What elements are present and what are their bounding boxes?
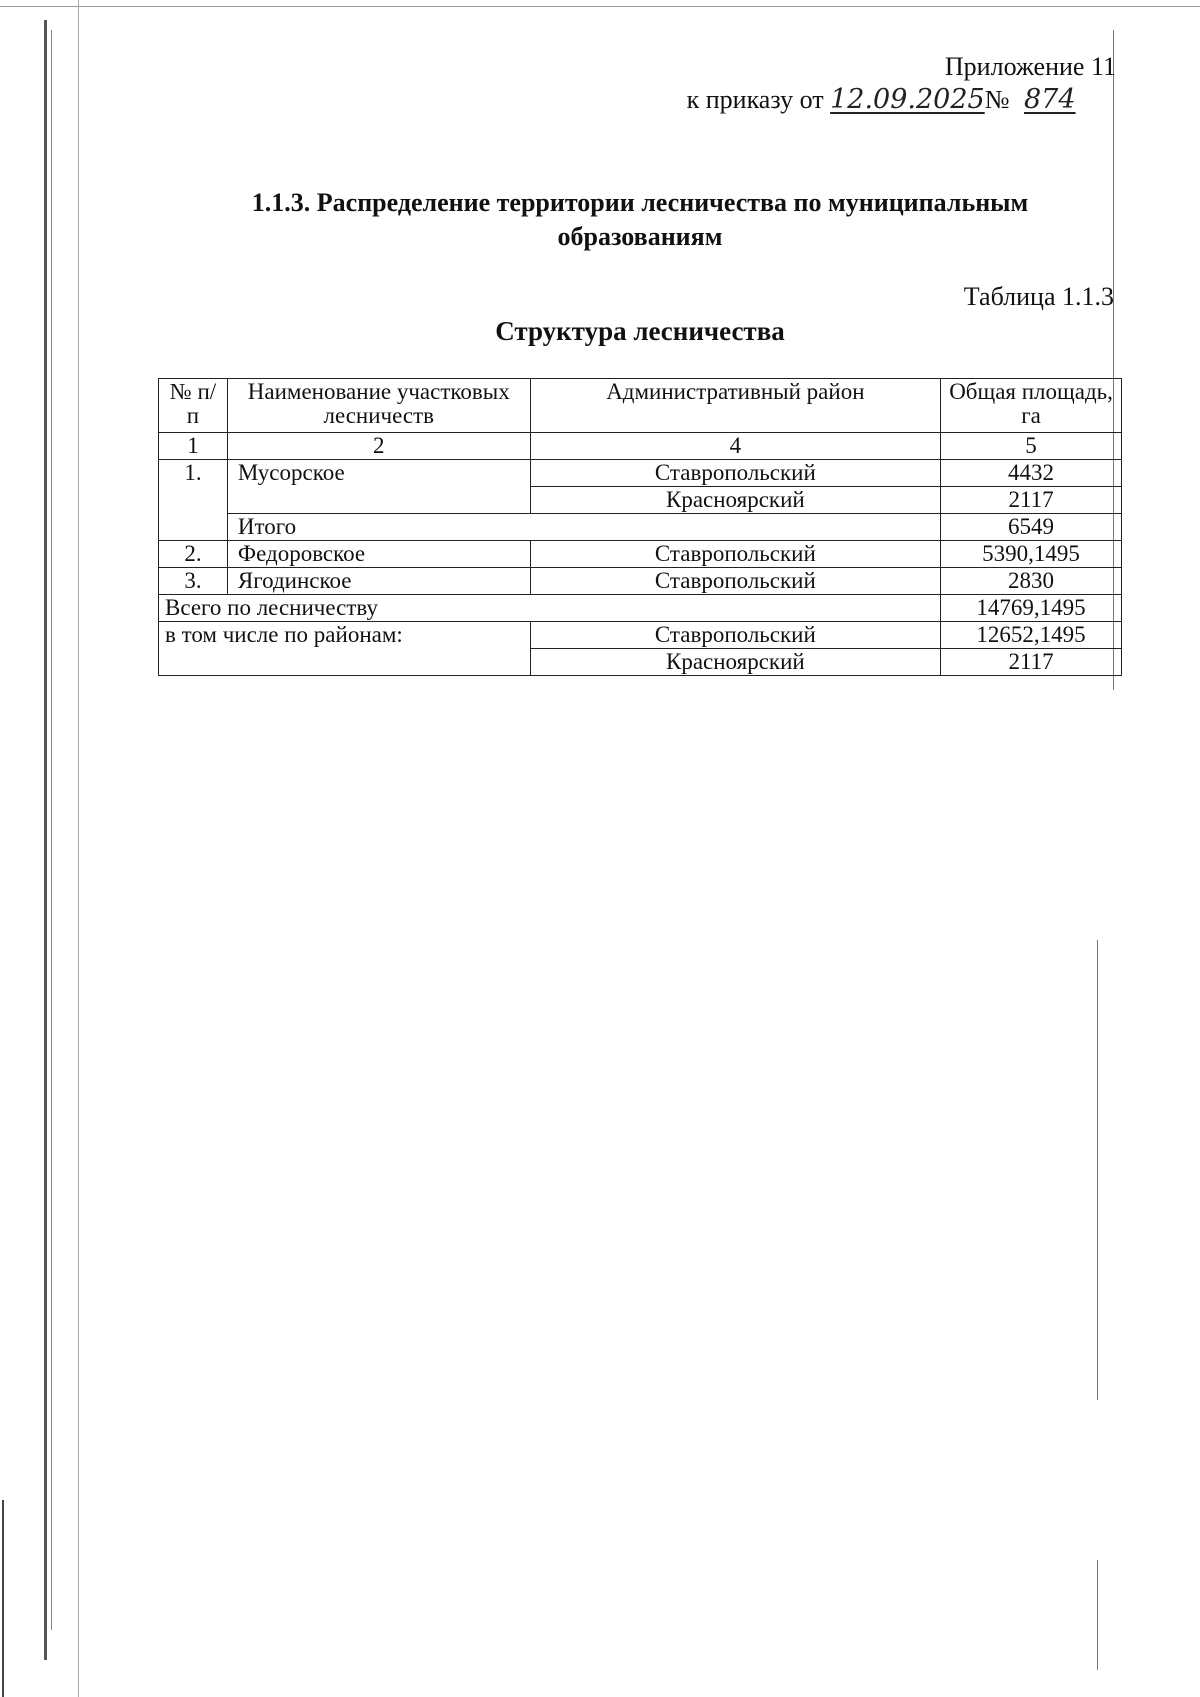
table-caption: Таблица 1.1.3 <box>963 282 1114 311</box>
row-district: Ставропольский <box>530 541 941 568</box>
table-row <box>159 514 1122 541</box>
table-row <box>159 541 1122 568</box>
scan-binding-line <box>78 0 79 1697</box>
header-district: Административный район <box>530 379 941 433</box>
col-number: 1 <box>159 433 228 460</box>
row-name: Мусорское <box>227 460 530 514</box>
order-reference <box>687 84 1104 115</box>
row-area: 5390,1495 <box>941 541 1122 568</box>
table-row <box>159 460 1122 487</box>
row-num: 2. <box>159 541 228 568</box>
row-district: Ставропольский <box>530 622 941 649</box>
scan-binding-line <box>51 30 52 1630</box>
subtotal-area: 6549 <box>941 514 1122 541</box>
row-num: 3. <box>159 568 228 595</box>
table-row <box>159 568 1122 595</box>
header-name: Наименование участковых лесничеств <box>227 379 530 433</box>
row-name: Ягодинское <box>227 568 530 595</box>
row-name: Федоровское <box>227 541 530 568</box>
appendix-label: Приложение 11 <box>944 52 1116 81</box>
section-title: 1.1.3. Распределение территории лесничества по муниципальным образованиям <box>251 188 1029 251</box>
scan-right-edge <box>1097 940 1098 1400</box>
col-number: 2 <box>227 433 530 460</box>
row-num: 1. <box>159 460 228 541</box>
forestry-structure-table <box>158 378 1122 676</box>
header-area: Общая площадь, га <box>941 379 1122 433</box>
row-district: Красноярский <box>530 487 941 514</box>
row-area: 4432 <box>941 460 1122 487</box>
total-label: Всего по лесничеству <box>159 595 941 622</box>
table-title: Структура лесничества <box>495 316 785 346</box>
row-area: 2830 <box>941 568 1122 595</box>
table-row <box>159 622 1122 649</box>
order-date: 12.09.2025 <box>830 84 985 115</box>
table-row <box>159 595 1122 622</box>
scan-left-edge <box>2 1500 4 1697</box>
number-sign: № <box>984 85 1010 114</box>
scan-top-edge <box>0 6 1200 7</box>
table-header-row <box>159 379 1122 433</box>
row-area: 12652,1495 <box>941 622 1122 649</box>
order-number: 874 <box>1024 84 1076 115</box>
by-district-label: в том числе по районам: <box>159 622 531 676</box>
col-number: 4 <box>530 433 941 460</box>
subtotal-label: Итого <box>227 514 940 541</box>
col-number: 5 <box>941 433 1122 460</box>
column-numbers-row <box>159 433 1122 460</box>
scan-right-edge <box>1097 1560 1098 1670</box>
row-area: 2117 <box>941 487 1122 514</box>
row-area: 2117 <box>941 649 1122 676</box>
row-district: Ставропольский <box>530 460 941 487</box>
scan-binding-line <box>44 20 47 1660</box>
header-num: № п/п <box>159 379 228 433</box>
row-district: Ставропольский <box>530 568 941 595</box>
row-district: Красноярский <box>530 649 941 676</box>
total-area: 14769,1495 <box>941 595 1122 622</box>
order-prefix: к приказу от <box>686 85 824 114</box>
